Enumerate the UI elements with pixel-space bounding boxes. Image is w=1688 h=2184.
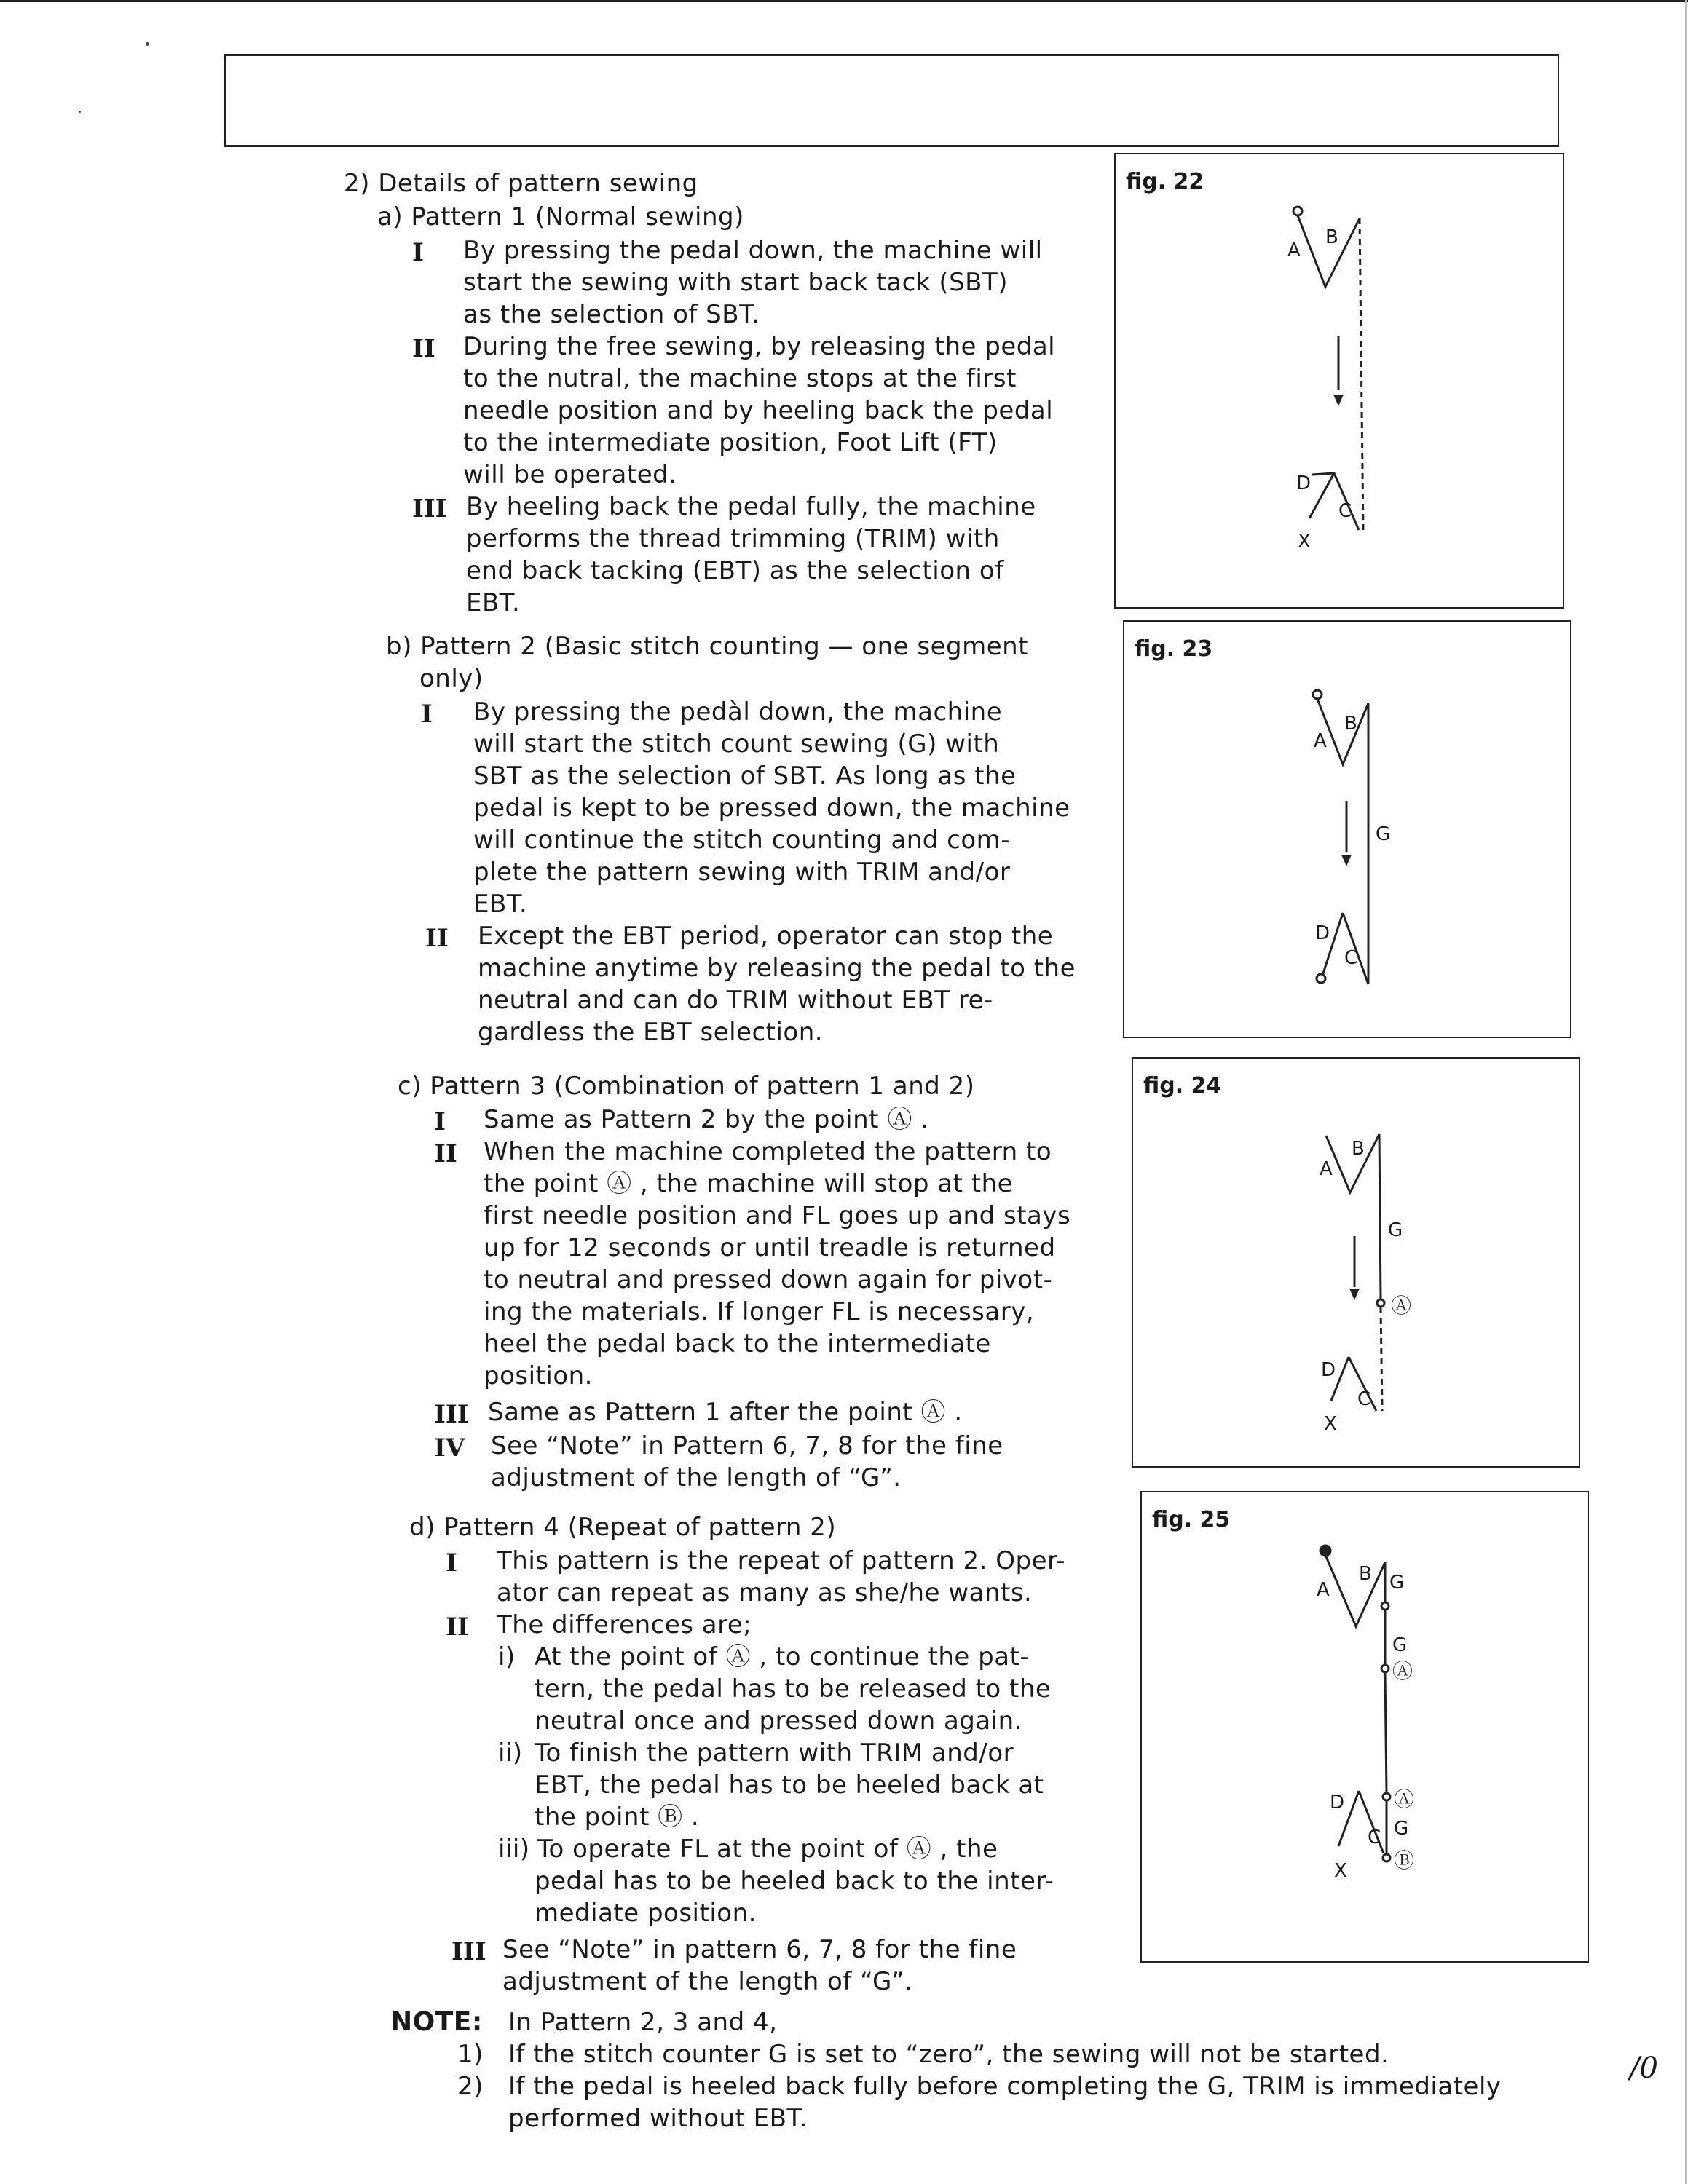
figure-label: fig. 23 (1135, 636, 1213, 662)
text-line: Same as Pattern 1 after the point Ⓐ . (488, 1398, 963, 1427)
text-line: will start the stitch count sewing (G) with (473, 729, 1000, 759)
text-line: neutral and can do TRIM without EBT re- (478, 986, 993, 1015)
text-line: adjustment of the length of “G”. (502, 1967, 913, 1996)
text-line: At the point of Ⓐ , to continue the pat- (535, 1642, 1030, 1671)
figure-label: fig. 25 (1152, 1507, 1231, 1532)
needle-start-marker (1313, 690, 1322, 699)
needle-start-marker (1293, 207, 1302, 215)
figure-24-diagram (1133, 1059, 1579, 1466)
item-number: I (412, 238, 424, 267)
text-line: to neutral and pressed down again for pivot- (484, 1265, 1053, 1294)
text-line: position. (484, 1361, 593, 1390)
text-line: gardless the EBT selection. (478, 1018, 824, 1047)
label-G: G (1389, 1572, 1405, 1594)
figure-22-diagram (1116, 154, 1563, 607)
text-line: as the selection of SBT. (463, 300, 760, 329)
label-B: B (1359, 1563, 1373, 1585)
text-line: See “Note” in pattern 6, 7, 8 for the fine (502, 1935, 1017, 1964)
text-line: plete the pattern sewing with TRIM and/or (473, 858, 1011, 887)
text-line: pedal has to be heeled back to the inter- (535, 1867, 1054, 1896)
label-C: C (1368, 1827, 1381, 1848)
text-line: This pattern is the repeat of pattern 2. Oper- (497, 1546, 1066, 1575)
text-line: performs the thread trimming (TRIM) with (466, 524, 1000, 553)
item-number: I (434, 1107, 446, 1136)
sub-number: i) (498, 1642, 516, 1671)
page-right-edge (1685, 0, 1687, 2184)
pattern-4-title: d) Pattern 4 (Repeat of pattern 2) (409, 1513, 837, 1542)
text-line: If the pedal is heeled back fully before completing the G, TRIM is immediately (508, 2072, 1502, 2101)
seam-line (1360, 218, 1363, 533)
text-line: ing the materials. If longer FL is necessary, (484, 1297, 1035, 1326)
segment-marker (1381, 1602, 1389, 1610)
label-A: A (1320, 1158, 1333, 1180)
text-line: During the free sewing, by releasing the pedal (463, 332, 1056, 361)
label-point-A: Ⓐ (1394, 1787, 1415, 1811)
item-number: II (434, 1139, 457, 1168)
label-D: D (1315, 922, 1330, 944)
figure-label: fig. 22 (1126, 169, 1204, 194)
text-line: EBT. (466, 588, 521, 617)
label-G: G (1388, 1219, 1403, 1241)
label-D: D (1321, 1359, 1336, 1381)
item-number: II (412, 334, 435, 363)
header-box (224, 54, 1559, 147)
text-line: adjustment of the length of “G”. (491, 1463, 902, 1492)
item-number: IV (434, 1433, 465, 1463)
text-line: EBT. (473, 890, 528, 919)
text-line: will be operated. (463, 460, 677, 489)
text-line: By pressing the pedàl down, the machine (473, 697, 1003, 727)
needle-start-marker (1320, 1546, 1330, 1556)
note-label: NOTE: (390, 2007, 483, 2037)
label-X: X (1334, 1860, 1348, 1882)
text-line: performed without EBT. (508, 2104, 808, 2133)
figure-22 (1114, 153, 1564, 609)
text-line: The differences are; (497, 1610, 752, 1639)
text-line: Except the EBT period, operator can stop the (478, 922, 1054, 951)
text-line: heel the pedal back to the intermediate (484, 1329, 991, 1358)
label-point-A: Ⓐ (1392, 1659, 1413, 1683)
point-A-marker (1377, 1299, 1384, 1307)
label-X: X (1324, 1413, 1338, 1435)
text-line: to the nutral, the machine stops at the first (463, 364, 1017, 393)
point-A-marker (1381, 1665, 1389, 1672)
label-point-A: Ⓐ (1391, 1294, 1412, 1318)
text-line: the point Ⓐ , the machine will stop at the (484, 1169, 1014, 1198)
item-number: III (451, 1937, 486, 1966)
point-A-marker-2 (1383, 1793, 1390, 1800)
text-line: tern, the pedal has to be released to the (535, 1674, 1052, 1704)
note-number: 2) (457, 2072, 484, 2101)
label-G: G (1392, 1634, 1408, 1656)
label-B: B (1352, 1138, 1365, 1160)
scan-speck (79, 111, 81, 113)
text-line: will continue the stitch counting and com- (473, 826, 1011, 855)
text-line: To finish the pattern with TRIM and/or (535, 1738, 1014, 1768)
text-line: first needle position and FL goes up and stays (484, 1201, 1071, 1230)
label-D: D (1296, 472, 1312, 494)
text-line: EBT, the pedal has to be heeled back at (535, 1770, 1044, 1800)
item-number: II (425, 924, 449, 953)
note-intro: In Pattern 2, 3 and 4, (508, 2008, 778, 2037)
text-line: end back tacking (EBT) as the selection of (466, 556, 1004, 585)
text-line: up for 12 seconds or until treadle is returned (484, 1233, 1056, 1262)
text-line: to the intermediate position, Foot Lift (FT) (463, 428, 998, 457)
free-seam (1381, 1307, 1382, 1411)
item-number: III (412, 494, 447, 523)
text-line: If the stitch counter G is set to “zero”, the sewing will not be started. (508, 2040, 1389, 2069)
stitch-count-seam (1379, 1134, 1381, 1299)
page-top-rule (0, 0, 1688, 2)
point-B-marker (1383, 1854, 1390, 1861)
text-line: SBT as the selection of SBT. As long as the (473, 761, 1017, 791)
label-A: A (1314, 730, 1328, 752)
text-line: By pressing the pedal down, the machine will (463, 236, 1043, 265)
label-C: C (1344, 947, 1358, 969)
text-line: needle position and by heeling back the pedal (463, 396, 1054, 425)
figure-24 (1132, 1057, 1580, 1468)
label-G: G (1376, 823, 1391, 845)
needle-end-marker (1317, 974, 1325, 983)
page-number: /0 (1630, 2052, 1658, 2085)
sub-number: ii) (498, 1738, 523, 1768)
text-line: See “Note” in Pattern 6, 7, 8 for the fine (491, 1431, 1003, 1460)
sub-number: iii) (498, 1835, 530, 1864)
label-point-B: Ⓑ (1394, 1848, 1415, 1872)
pattern-2-title-cont: only) (419, 664, 484, 693)
figure-23-diagram (1124, 622, 1570, 1037)
text-line: By heeling back the pedal fully, the machine (466, 492, 1036, 521)
label-B: B (1344, 713, 1358, 735)
text-line: pedal is kept to be pressed down, the machine (473, 794, 1070, 823)
figure-25 (1140, 1491, 1589, 1963)
text-line: machine anytime by releasing the pedal to the (478, 954, 1076, 983)
figure-23 (1123, 620, 1571, 1038)
text-line: To operate FL at the point of Ⓐ , the (537, 1835, 998, 1864)
scan-speck (146, 42, 149, 46)
text-line: When the machine completed the pattern to (484, 1137, 1052, 1166)
item-number: II (446, 1613, 469, 1642)
start-back-tack (1325, 1555, 1385, 1626)
pattern-1-title: a) Pattern 1 (Normal sewing) (377, 202, 744, 232)
label-D: D (1330, 1792, 1345, 1813)
label-B: B (1325, 226, 1339, 248)
section-title: 2) Details of pattern sewing (344, 169, 698, 198)
label-X: X (1298, 531, 1312, 553)
item-number: I (421, 700, 433, 729)
label-C: C (1357, 1388, 1371, 1410)
figure-label: fig. 24 (1143, 1073, 1222, 1099)
note-number: 1) (457, 2040, 484, 2069)
item-number: III (434, 1400, 469, 1429)
text-line: the point Ⓑ . (535, 1803, 700, 1832)
pattern-2-title: b) Pattern 2 (Basic stitch counting — one segment (386, 632, 1029, 661)
text-line: Same as Pattern 2 by the point Ⓐ . (484, 1105, 929, 1134)
pattern-3-title: c) Pattern 3 (Combination of pattern 1 and 2) (398, 1072, 975, 1101)
text-line: start the sewing with start back tack (SBT) (463, 268, 1009, 297)
text-line: ator can repeat as many as she/he wants. (497, 1578, 1033, 1607)
item-number: I (446, 1548, 457, 1578)
label-A: A (1287, 240, 1301, 261)
label-A: A (1317, 1579, 1330, 1601)
label-C: C (1338, 500, 1352, 522)
text-line: mediate position. (535, 1899, 757, 1928)
text-line: neutral once and pressed down again. (535, 1706, 1023, 1736)
label-G: G (1394, 1818, 1409, 1840)
